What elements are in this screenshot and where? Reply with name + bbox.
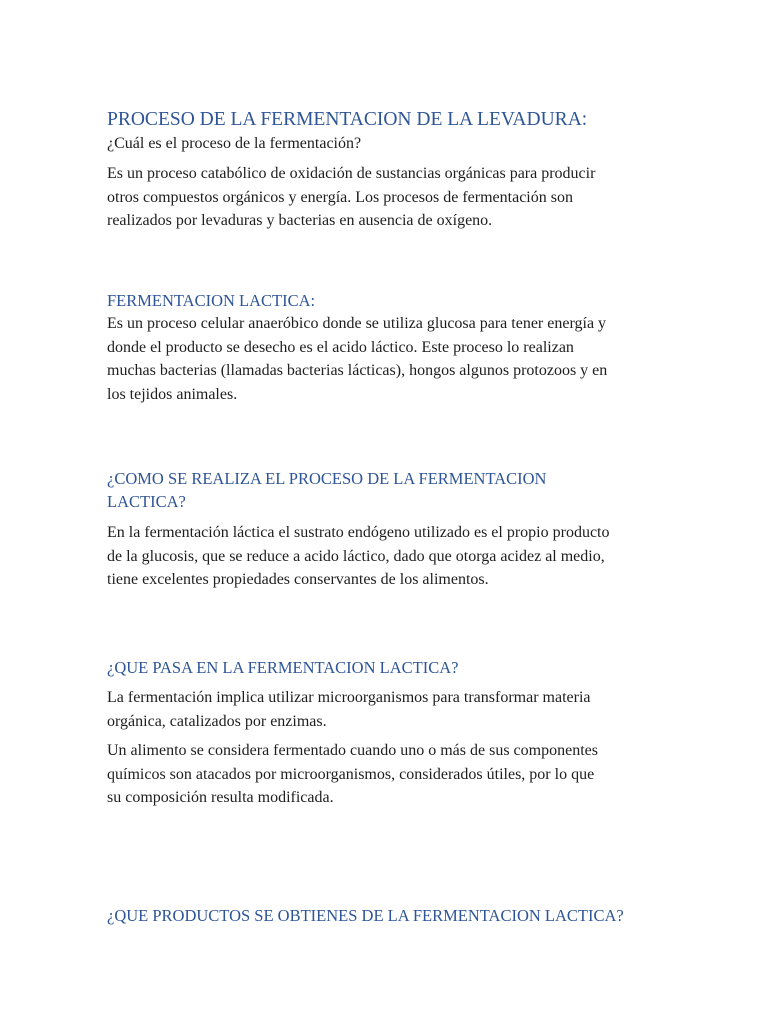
paragraph-line: muchas bacterias (llamadas bacterias lácticas), hongos algunos protozoos y en — [107, 362, 608, 379]
paragraph-line: Es un proceso celular anaeróbico donde se utiliza glucosa para tener energía y — [107, 315, 607, 332]
document-page — [107, 0, 667, 1024]
paragraph-levadura — [107, 162, 595, 233]
paragraph-fermentacion-lactica — [107, 312, 607, 406]
paragraph-line: químicos son atacados por microorganismos, considerados útiles, por lo que — [107, 765, 595, 783]
paragraph-line: orgánica, catalizados por enzimas. — [107, 712, 327, 730]
paragraph-line: En la fermentación láctica el sustrato endógeno utilizado es el propio producto — [107, 524, 610, 541]
paragraph-line: realizados por levaduras y bacterias en ausencia de oxígeno. — [107, 212, 493, 229]
paragraph-line: de la glucosis, que se reduce a acido láctico, dado que otorga acidez al medio, — [107, 547, 605, 565]
paragraph-line: tiene excelentes propiedades conservantes de los alimentos. — [107, 571, 489, 588]
section-heading-fermentacion-lactica: FERMENTACION LACTICA: — [107, 291, 316, 310]
section-heading-que-pasa: ¿QUE PASA EN LA FERMENTACION LACTICA? — [107, 658, 459, 677]
paragraph-line: su composición resulta modificada. — [107, 789, 334, 806]
paragraph-line: Es un proceso catabólico de oxidación de sustancias orgánicas para producir — [107, 165, 596, 182]
paragraph-line: Un alimento se considera fermentado cuando uno o más de sus componentes — [107, 742, 598, 759]
heading-line: LACTICA? — [107, 492, 186, 511]
paragraph-como-se-realiza — [107, 521, 610, 592]
section-heading-como-se-realiza — [107, 467, 546, 513]
paragraph-line: La fermentación implica utilizar microorganismos para transformar materia — [107, 689, 591, 706]
paragraph-line: donde el producto se desecho es el acido láctico. Este proceso lo realizan — [107, 338, 574, 356]
paragraph-line: los tejidos animales. — [107, 385, 238, 403]
section-question: ¿Cuál es el proceso de la fermentación? — [107, 135, 362, 152]
heading-line: ¿COMO SE REALIZA EL PROCESO DE LA FERMENTACION — [107, 469, 547, 488]
paragraph-que-pasa-2 — [107, 739, 598, 810]
section-heading-que-productos: ¿QUE PRODUCTOS SE OBTIENES DE LA FERMENTACION LACTICA? — [107, 906, 624, 925]
paragraph-que-pasa-1 — [107, 686, 591, 733]
section-heading-levadura: PROCESO DE LA FERMENTACION DE LA LEVADURA: — [107, 109, 588, 130]
paragraph-line: otros compuestos orgánicos y energía. Los procesos de fermentación son — [107, 188, 573, 206]
